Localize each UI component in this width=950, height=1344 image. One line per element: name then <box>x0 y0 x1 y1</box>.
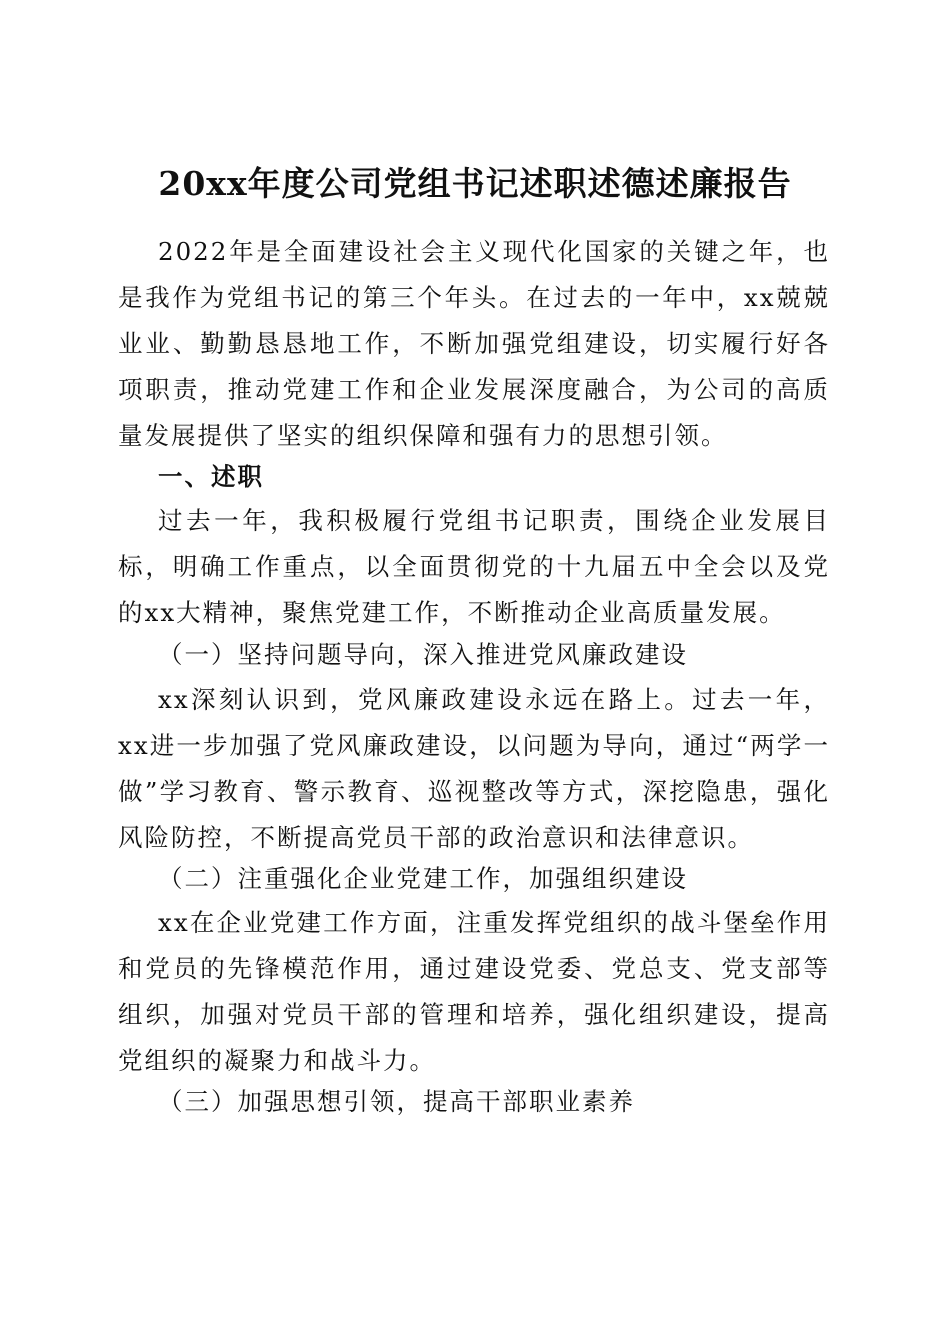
subsection-heading-1: （一）坚持问题导向，深入推进党风廉政建设 <box>158 640 688 669</box>
subsection-paragraph-1: xx深刻认识到，党风廉政建设永远在路上。过去一年，xx进一步加强了党风廉政建设，以问题为导向，通过“两学一做”学习教育、警示教育、巡视整改等方式，深挖隐患，强化风险防控，不断提高党员干部的政治意识和法律意识。 <box>118 685 830 852</box>
intro-paragraph: 2022年是全面建设社会主义现代化国家的关键之年，也是我作为党组书记的第三个年头。在过去的一年中，xx兢兢业业、勤勤恳恳地工作，不断加强党组建设，切实履行好各项职责，推动党建工作和企业发展深度融合，为公司的高质量发展提供了坚实的组织保障和强有力的思想引领。 <box>118 237 830 450</box>
section-heading-duty-report: 一、述职 <box>158 462 264 491</box>
subsection-heading-2: （二）注重强化企业党建工作，加强组织建设 <box>158 864 688 893</box>
section-paragraph: 过去一年，我积极履行党组书记职责，围绕企业发展目标，明确工作重点，以全面贯彻党的十九届五中全会以及党的xx大精神，聚焦党建工作，不断推动企业高质量发展。 <box>118 506 830 627</box>
subsection-heading-3: （三）加强思想引领，提高干部职业素养 <box>158 1087 635 1116</box>
subsection-paragraph-2: xx在企业党建工作方面，注重发挥党组织的战斗堡垒作用和党员的先锋模范作用，通过建设党委、党总支、党支部等组织，加强对党员干部的管理和培养，强化组织建设，提高党组织的凝聚力和战斗力。 <box>118 908 830 1075</box>
document-title: 20xx年度公司党组书记述职述德述廉报告 <box>158 164 792 204</box>
